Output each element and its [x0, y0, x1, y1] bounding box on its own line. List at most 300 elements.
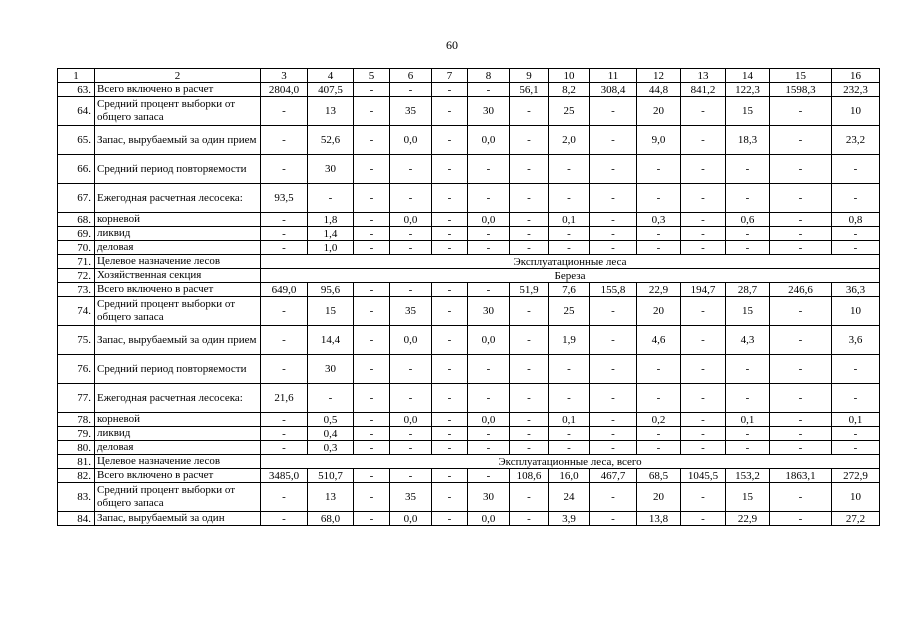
table-cell: -	[549, 184, 590, 213]
table-cell: -	[354, 155, 390, 184]
row-label: Средний период повторяемости	[95, 355, 261, 384]
table-cell: -	[468, 441, 510, 455]
row-number: 77.	[58, 384, 95, 413]
table-cell: 3,9	[549, 512, 590, 526]
table-cell: -	[390, 427, 432, 441]
table-cell: 28,7	[726, 283, 770, 297]
row-label: деловая	[95, 241, 261, 255]
table-cell: 30	[468, 483, 510, 512]
row-label: корневой	[95, 213, 261, 227]
table-cell: 232,3	[832, 83, 880, 97]
table-cell: -	[510, 384, 549, 413]
table-cell: -	[590, 483, 637, 512]
table-cell: -	[726, 184, 770, 213]
table-cell: -	[261, 326, 308, 355]
table-cell: -	[637, 427, 681, 441]
table-cell: 0,4	[308, 427, 354, 441]
table-cell: -	[770, 297, 832, 326]
table-cell: -	[510, 184, 549, 213]
header-cell: 16	[832, 69, 880, 83]
header-cell: 14	[726, 69, 770, 83]
table-cell: 4,6	[637, 326, 681, 355]
table-cell: 15	[726, 297, 770, 326]
table-cell: 1,8	[308, 213, 354, 227]
section-value: Эксплуатационные леса, всего	[261, 455, 880, 469]
table-cell: 15	[726, 483, 770, 512]
table-cell: 1,4	[308, 227, 354, 241]
table-cell: -	[432, 297, 468, 326]
table-cell: -	[390, 355, 432, 384]
table-cell: 56,1	[510, 83, 549, 97]
table-cell: 16,0	[549, 469, 590, 483]
table-row	[58, 83, 880, 97]
table-cell: -	[549, 441, 590, 455]
table-cell: 0,0	[468, 213, 510, 227]
table-cell: -	[354, 441, 390, 455]
table-cell: -	[390, 283, 432, 297]
row-label: Целевое назначение лесов	[95, 255, 261, 269]
table-cell: -	[832, 384, 880, 413]
row-number: 71.	[58, 255, 95, 269]
table-row	[58, 469, 880, 483]
table-row	[58, 213, 880, 227]
table-cell: -	[832, 155, 880, 184]
table-cell: -	[390, 241, 432, 255]
table-cell: 68,5	[637, 469, 681, 483]
table-cell: -	[468, 355, 510, 384]
header-cell: 13	[681, 69, 726, 83]
table-cell: -	[354, 469, 390, 483]
table-cell: -	[354, 384, 390, 413]
table-cell: -	[432, 283, 468, 297]
table-cell: -	[590, 384, 637, 413]
table-cell: -	[468, 184, 510, 213]
table-cell: -	[432, 427, 468, 441]
table-cell: -	[770, 155, 832, 184]
table-cell: -	[832, 241, 880, 255]
table-cell: -	[510, 441, 549, 455]
table-cell: -	[354, 483, 390, 512]
table-cell: 2804,0	[261, 83, 308, 97]
table-cell: -	[590, 213, 637, 227]
table-cell: -	[590, 427, 637, 441]
table-cell: 467,7	[590, 469, 637, 483]
table-cell: -	[681, 184, 726, 213]
table-cell: -	[770, 413, 832, 427]
table-cell: 30	[468, 297, 510, 326]
table-cell: -	[590, 326, 637, 355]
table-row	[58, 413, 880, 427]
table-cell: -	[681, 126, 726, 155]
table-cell: -	[432, 184, 468, 213]
row-number: 63.	[58, 83, 95, 97]
table-cell: -	[726, 355, 770, 384]
row-label: ликвид	[95, 227, 261, 241]
table-cell: -	[770, 227, 832, 241]
table-cell: 35	[390, 297, 432, 326]
row-number: 72.	[58, 269, 95, 283]
row-label: Всего включено в расчет	[95, 469, 261, 483]
table-cell: -	[354, 83, 390, 97]
table-cell: 20	[637, 483, 681, 512]
table-cell: 122,3	[726, 83, 770, 97]
table-cell: -	[726, 155, 770, 184]
table-cell: 52,6	[308, 126, 354, 155]
table-row	[58, 512, 880, 526]
table-cell: 3,6	[832, 326, 880, 355]
table-cell: -	[770, 355, 832, 384]
table-cell: 0,0	[468, 512, 510, 526]
table-cell: -	[390, 155, 432, 184]
table-cell: -	[432, 155, 468, 184]
table-cell: -	[468, 283, 510, 297]
table-row	[58, 441, 880, 455]
table-cell: -	[726, 241, 770, 255]
table-cell: 0,1	[726, 413, 770, 427]
table-cell: -	[510, 297, 549, 326]
table-cell: -	[510, 213, 549, 227]
header-cell: 8	[468, 69, 510, 83]
table-cell: -	[549, 427, 590, 441]
row-number: 73.	[58, 283, 95, 297]
table-cell: -	[726, 441, 770, 455]
table-cell: -	[549, 355, 590, 384]
table-cell: 0,1	[549, 213, 590, 227]
table-cell: -	[549, 155, 590, 184]
table-cell: -	[770, 97, 832, 126]
section-value: Береза	[261, 269, 880, 283]
table-cell: -	[261, 227, 308, 241]
table-cell: 0,5	[308, 413, 354, 427]
table-cell: 308,4	[590, 83, 637, 97]
table-cell: -	[590, 413, 637, 427]
table-cell: -	[549, 384, 590, 413]
table-cell: -	[681, 241, 726, 255]
table-cell: -	[354, 227, 390, 241]
table-cell: 0,0	[468, 326, 510, 355]
table-cell: -	[510, 97, 549, 126]
table-cell: -	[261, 241, 308, 255]
table-cell: -	[726, 427, 770, 441]
table-cell: -	[590, 184, 637, 213]
table-cell: -	[354, 512, 390, 526]
table-cell: -	[432, 97, 468, 126]
table-cell: 20	[637, 297, 681, 326]
table-cell: -	[770, 126, 832, 155]
row-label: Ежегодная расчетная лесосека:	[95, 184, 261, 213]
table-cell: 0,3	[637, 213, 681, 227]
table-cell: 4,3	[726, 326, 770, 355]
table-cell: 1598,3	[770, 83, 832, 97]
table-cell: -	[261, 512, 308, 526]
table-cell: 155,8	[590, 283, 637, 297]
table-cell: 14,4	[308, 326, 354, 355]
table-cell: 153,2	[726, 469, 770, 483]
header-cell: 7	[432, 69, 468, 83]
table-row	[58, 126, 880, 155]
table-cell: 20	[637, 97, 681, 126]
table-cell: 2,0	[549, 126, 590, 155]
table-cell: -	[510, 126, 549, 155]
table-cell: -	[590, 155, 637, 184]
header-cell: 9	[510, 69, 549, 83]
table-cell: -	[681, 512, 726, 526]
table-cell: 10	[832, 297, 880, 326]
table-cell: -	[681, 297, 726, 326]
table-cell: 10	[832, 483, 880, 512]
row-label: Запас, вырубаемый за один прием	[95, 326, 261, 355]
table-cell: -	[832, 355, 880, 384]
row-number: 80.	[58, 441, 95, 455]
table-cell: 3485,0	[261, 469, 308, 483]
table-cell: -	[390, 384, 432, 413]
table-cell: -	[468, 83, 510, 97]
table-cell: -	[681, 384, 726, 413]
row-label: Запас, вырубаемый за один	[95, 512, 261, 526]
table-cell: -	[637, 227, 681, 241]
table-cell: -	[590, 126, 637, 155]
table-cell: -	[261, 483, 308, 512]
row-number: 69.	[58, 227, 95, 241]
table-row	[58, 483, 880, 512]
table-row	[58, 326, 880, 355]
table-cell: 1863,1	[770, 469, 832, 483]
table-cell: 15	[308, 297, 354, 326]
table-cell: -	[432, 441, 468, 455]
table-cell: 0,0	[390, 126, 432, 155]
table-cell: -	[590, 512, 637, 526]
table-cell: -	[390, 469, 432, 483]
table-cell: -	[681, 427, 726, 441]
table-row	[58, 427, 880, 441]
table-cell: 13,8	[637, 512, 681, 526]
table-cell: 194,7	[681, 283, 726, 297]
table-cell: -	[549, 227, 590, 241]
table-cell: -	[354, 283, 390, 297]
table-cell: 0,8	[832, 213, 880, 227]
row-number: 83.	[58, 483, 95, 512]
table-cell: -	[510, 355, 549, 384]
table-cell: -	[261, 213, 308, 227]
header-cell: 6	[390, 69, 432, 83]
table-cell: 7,6	[549, 283, 590, 297]
table-cell: -	[681, 483, 726, 512]
table-row	[58, 297, 880, 326]
table-cell: 0,0	[468, 413, 510, 427]
header-cell: 5	[354, 69, 390, 83]
table-cell: -	[432, 469, 468, 483]
table-cell: -	[468, 427, 510, 441]
table-cell: -	[354, 427, 390, 441]
table-cell: -	[354, 213, 390, 227]
row-label: корневой	[95, 413, 261, 427]
table-row	[58, 241, 880, 255]
table-cell: 22,9	[726, 512, 770, 526]
table-cell: -	[354, 355, 390, 384]
table-cell: -	[354, 184, 390, 213]
table-cell: -	[832, 184, 880, 213]
table-cell: -	[770, 427, 832, 441]
table-cell: -	[726, 227, 770, 241]
table-cell: 23,2	[832, 126, 880, 155]
table-cell: 1045,5	[681, 469, 726, 483]
table-cell: -	[590, 441, 637, 455]
row-number: 78.	[58, 413, 95, 427]
table-cell: -	[770, 512, 832, 526]
table-cell: 25	[549, 97, 590, 126]
table-cell: -	[832, 441, 880, 455]
table-cell: -	[432, 483, 468, 512]
table-cell: -	[432, 126, 468, 155]
table-cell: -	[770, 441, 832, 455]
table-cell: -	[637, 184, 681, 213]
table-cell: 35	[390, 483, 432, 512]
header-cell: 15	[770, 69, 832, 83]
table-cell: 36,3	[832, 283, 880, 297]
row-number: 68.	[58, 213, 95, 227]
row-number: 67.	[58, 184, 95, 213]
table-cell: 13	[308, 97, 354, 126]
table-cell: 0,0	[390, 413, 432, 427]
table-cell: -	[261, 355, 308, 384]
table-cell: -	[681, 97, 726, 126]
table-cell: -	[432, 326, 468, 355]
table-cell: 27,2	[832, 512, 880, 526]
row-number: 82.	[58, 469, 95, 483]
table-cell: 68,0	[308, 512, 354, 526]
header-cell: 12	[637, 69, 681, 83]
table-cell: 25	[549, 297, 590, 326]
table-cell: -	[308, 384, 354, 413]
table-cell: -	[510, 413, 549, 427]
table-cell: -	[510, 241, 549, 255]
table-cell: 18,3	[726, 126, 770, 155]
table-row	[58, 269, 880, 283]
table-cell: -	[681, 355, 726, 384]
table-cell: 0,3	[308, 441, 354, 455]
row-label: Целевое назначение лесов	[95, 455, 261, 469]
table-cell: -	[637, 155, 681, 184]
table-cell: 13	[308, 483, 354, 512]
table-cell: -	[637, 241, 681, 255]
table-cell: 30	[308, 155, 354, 184]
row-number: 84.	[58, 512, 95, 526]
table-cell: 95,6	[308, 283, 354, 297]
table-cell: -	[261, 126, 308, 155]
table-cell: 0,1	[549, 413, 590, 427]
table-cell: -	[261, 297, 308, 326]
table-cell: 21,6	[261, 384, 308, 413]
table-cell: -	[261, 441, 308, 455]
table-cell: 246,6	[770, 283, 832, 297]
table-cell: -	[261, 97, 308, 126]
table-cell: -	[637, 441, 681, 455]
table-cell: 407,5	[308, 83, 354, 97]
table-cell: -	[681, 155, 726, 184]
table-cell: -	[354, 297, 390, 326]
table-row	[58, 384, 880, 413]
row-label: Ежегодная расчетная лесосека:	[95, 384, 261, 413]
forest-table	[57, 68, 880, 526]
table-cell: -	[637, 355, 681, 384]
table-cell: -	[432, 355, 468, 384]
table-cell: 510,7	[308, 469, 354, 483]
table-row	[58, 255, 880, 269]
table-row	[58, 455, 880, 469]
table-cell: 0,0	[390, 213, 432, 227]
table-cell: 22,9	[637, 283, 681, 297]
header-cell: 2	[95, 69, 261, 83]
table-cell: 9,0	[637, 126, 681, 155]
table-cell: -	[510, 227, 549, 241]
row-label: Средний процент выборки от общего запаса	[95, 97, 261, 126]
table-cell: -	[590, 355, 637, 384]
table-cell: -	[590, 297, 637, 326]
table-cell: 51,9	[510, 283, 549, 297]
table-cell: 0,0	[390, 512, 432, 526]
header-cell: 3	[261, 69, 308, 83]
row-number: 66.	[58, 155, 95, 184]
table-cell: -	[261, 427, 308, 441]
table-cell: -	[681, 213, 726, 227]
table-row	[58, 355, 880, 384]
table-cell: -	[354, 241, 390, 255]
row-number: 70.	[58, 241, 95, 255]
table-cell: -	[468, 155, 510, 184]
page-number: 60	[446, 38, 458, 52]
table-cell: -	[681, 326, 726, 355]
table-cell: 1,9	[549, 326, 590, 355]
table-cell: -	[354, 326, 390, 355]
table-cell: -	[510, 155, 549, 184]
header-cell: 1	[58, 69, 95, 83]
header-row	[58, 69, 880, 83]
row-label: Средний процент выборки от общего запаса	[95, 297, 261, 326]
table-cell: -	[726, 384, 770, 413]
table-cell: -	[432, 227, 468, 241]
table-cell: 44,8	[637, 83, 681, 97]
table-cell: 108,6	[510, 469, 549, 483]
row-label: Всего включено в расчет	[95, 83, 261, 97]
table-cell: 35	[390, 97, 432, 126]
table-cell: -	[681, 441, 726, 455]
table-cell: -	[468, 227, 510, 241]
table-cell: -	[681, 413, 726, 427]
table-cell: 1,0	[308, 241, 354, 255]
table-cell: 0,0	[468, 126, 510, 155]
row-label: деловая	[95, 441, 261, 455]
table-cell: -	[390, 441, 432, 455]
table-cell: -	[510, 512, 549, 526]
table-cell: -	[432, 83, 468, 97]
table-cell: -	[681, 227, 726, 241]
table-cell: -	[390, 184, 432, 213]
header-cell: 11	[590, 69, 637, 83]
row-label: Хозяйственная секция	[95, 269, 261, 283]
table-cell: -	[832, 427, 880, 441]
row-label: Средний процент выборки от общего запаса	[95, 483, 261, 512]
table-cell: -	[432, 384, 468, 413]
table-cell: 93,5	[261, 184, 308, 213]
table-cell: 0,1	[832, 413, 880, 427]
row-label: Всего включено в расчет	[95, 283, 261, 297]
row-number: 75.	[58, 326, 95, 355]
table-cell: 24	[549, 483, 590, 512]
table-cell: -	[590, 97, 637, 126]
table-cell: 15	[726, 97, 770, 126]
table-cell: 8,2	[549, 83, 590, 97]
row-number: 79.	[58, 427, 95, 441]
